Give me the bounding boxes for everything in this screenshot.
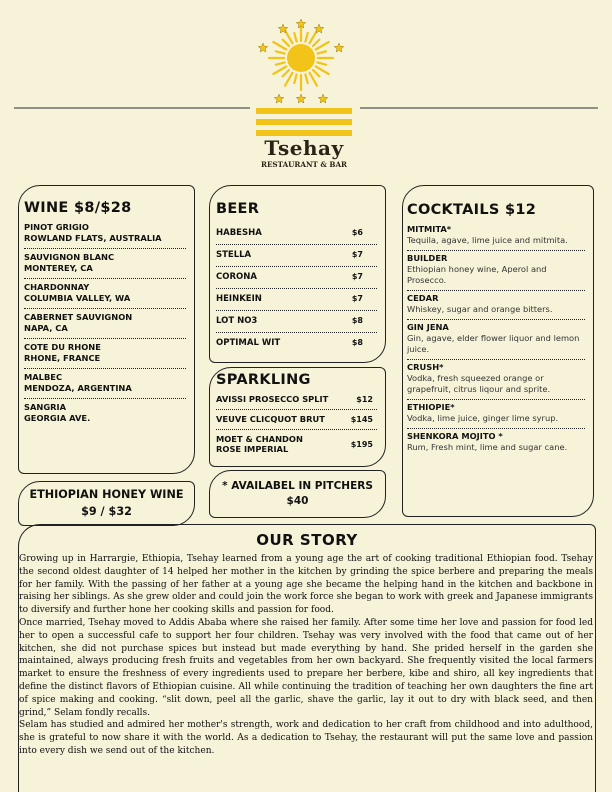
beer-name: LOT NO3 xyxy=(216,316,258,326)
sparkling-name-line: AVISSI PROSECCO SPLIT xyxy=(216,394,329,404)
wine-name: CHARDONNAY xyxy=(24,282,90,292)
pitchers-title: * AVAILABEL IN PITCHERS xyxy=(222,480,373,492)
beer-item xyxy=(216,311,377,333)
sparkling-name xyxy=(216,434,303,454)
honey-wine-section xyxy=(18,481,195,526)
wine-region: MENDOZA, ARGENTINA xyxy=(24,383,132,393)
beer-section xyxy=(209,185,386,363)
brand-tagline: RESTAURANT & BAR xyxy=(260,160,348,169)
beer-name: STELLA xyxy=(216,250,252,260)
beer-name: CORONA xyxy=(216,272,257,282)
story-paragraph: Growing up in Harrargie, Ethiopia, Tsehay learned from a young age the art of cooking traditional Ethiopian food. Tsehay the second oldest daughter of 14 helped her mother in the kitchen by grinding the spice berbere and preparing the meals for her family. With the passing of her father at a young age she became the helping hand in the kitchen and backbone in raising her siblings. As she grew older and could join the work force she began to work with greek and Japanese immigrants to diversify and further hone her cooking skills and passion for food. xyxy=(19,554,593,616)
sparkling-title: SPARKLING xyxy=(216,372,311,388)
wine-region: COLUMBIA VALLEY, WA xyxy=(24,293,131,303)
wine-name: SANGRIA xyxy=(24,402,67,412)
wine-region: RHONE, FRANCE xyxy=(24,353,101,363)
sparkling-name-line: ROSE IMPERIAL xyxy=(216,444,289,454)
beer-price: $7 xyxy=(351,272,363,281)
wine-item xyxy=(24,219,186,249)
sparkling-name-line: VEUVE CLICQUOT BRUT xyxy=(216,414,325,424)
beer-name: HABESHA xyxy=(216,228,262,238)
story-text xyxy=(17,549,593,758)
cocktails-section xyxy=(402,185,594,517)
sparkling-price: $195 xyxy=(350,439,373,449)
cocktail-description: Ethiopian honey wine, Aperol and Prosecco. xyxy=(407,264,547,285)
sparkling-list xyxy=(216,390,377,459)
beer-price: $8 xyxy=(351,316,363,325)
wine-name: COTE DU RHONE xyxy=(24,342,101,352)
cocktail-name: GIN JENA xyxy=(407,322,449,332)
beer-item xyxy=(216,289,377,311)
beer-item xyxy=(216,223,377,245)
wine-name: SAUVIGNON BLANC xyxy=(24,252,115,262)
beer-item xyxy=(216,267,377,289)
wine-name: PINOT GRIGIO xyxy=(24,222,89,232)
wine-item xyxy=(24,339,186,369)
beer-price: $8 xyxy=(351,338,363,347)
beer-title: BEER xyxy=(216,201,260,217)
wine-item xyxy=(24,309,186,339)
cocktail-name: ETHIOPIE* xyxy=(407,402,455,412)
our-story-section xyxy=(18,524,596,792)
wine-region: GEORGIA AVE. xyxy=(24,413,91,423)
cocktail-item xyxy=(407,400,585,429)
cocktail-name: CEDAR xyxy=(407,293,439,303)
sparkling-section xyxy=(209,367,386,467)
cocktail-item xyxy=(407,320,585,360)
cocktail-item xyxy=(407,429,585,457)
sparkling-item xyxy=(216,390,377,410)
wine-name: CABERNET SAUVIGNON xyxy=(24,312,133,322)
beer-price: $6 xyxy=(351,228,363,237)
cocktail-name: CRUSH* xyxy=(407,362,444,372)
sparkling-price: $145 xyxy=(350,414,373,424)
wine-name: MALBEC xyxy=(24,372,63,382)
sparkling-price: $12 xyxy=(356,394,373,404)
cocktail-description: Whiskey, sugar and orange bitters. xyxy=(407,304,553,314)
cocktail-name: MITMITA* xyxy=(407,224,452,234)
wine-region: NAPA, CA xyxy=(24,323,68,333)
cocktail-name: SHENKORA MOJITO * xyxy=(407,431,503,441)
wine-region: MONTEREY, CA xyxy=(24,263,93,273)
cocktails-list xyxy=(407,222,585,457)
brand-name: Tsehay xyxy=(264,136,344,160)
pitchers-section xyxy=(209,470,386,518)
wine-section xyxy=(18,185,195,474)
cocktail-name: BUILDER xyxy=(407,253,448,263)
cocktail-item xyxy=(407,222,585,251)
beer-list xyxy=(216,223,377,354)
pitchers-price: $40 xyxy=(286,495,309,507)
honey-wine-title: ETHIOPIAN HONEY WINE xyxy=(29,488,184,501)
wine-item xyxy=(24,279,186,309)
wine-title: WINE $8/$28 xyxy=(24,200,132,216)
sparkling-name xyxy=(216,414,325,424)
logo xyxy=(0,0,612,175)
cocktails-title: COCKTAILS $12 xyxy=(407,202,537,218)
story-title: OUR STORY xyxy=(256,531,358,549)
wine-item xyxy=(24,399,186,428)
sparkling-name xyxy=(216,394,328,404)
wine-item xyxy=(24,249,186,279)
sparkling-item xyxy=(216,430,377,459)
cocktail-description: Vodka, fresh squeezed orange or grapefruit, citrus liqour and sprite. xyxy=(407,373,551,394)
cocktail-description: Rum, Fresh mint, lime and sugar cane. xyxy=(407,442,568,452)
wine-list xyxy=(24,219,186,428)
cocktail-item xyxy=(407,360,585,400)
wine-region: ROWLAND FLATS, AUSTRALIA xyxy=(24,233,162,243)
cocktail-item xyxy=(407,251,585,291)
beer-price: $7 xyxy=(351,294,363,303)
beer-price: $7 xyxy=(351,250,363,259)
cocktail-description: Tequila, agave, lime juice and mitmita. xyxy=(407,235,568,245)
honey-wine-price: $9 / $32 xyxy=(81,505,132,518)
cocktail-description: Gin, agave, elder flower liquor and lemon juice. xyxy=(407,333,580,354)
wine-item xyxy=(24,369,186,399)
beer-item xyxy=(216,333,377,354)
sparkling-name-line: MOET & CHANDON xyxy=(216,434,303,444)
sparkling-item xyxy=(216,410,377,430)
cocktail-item xyxy=(407,291,585,320)
beer-name: OPTIMAL WIT xyxy=(216,338,281,348)
story-paragraph: Once married, Tsehay moved to Addis Ababa where she raised her family. After some time her love and passion for food led her to open a successful cafe to support her four children. Tsehay was very involved with the food that came out of her kitchen, she did not purchase spices but instead but made everything by hand. She prided herself in the garden she maintained, always producing fresh fruits and vegetables from her own backyard. She frequently visited the local farmers market to ensure the freshness of every ingredients used to prepare her berbere, kibe and shiro, all key ingredients that define the distinct flavors of Ethiopian cuisine. All while continuing the tradition of teaching her own daughters the fine art of spice making and cooking. “slit down, peel all the garlic, shave the garlic, lay it out to dry with black seed, and then grind,” Selam fondly recalls. xyxy=(19,617,593,718)
cocktail-description: Vodka, lime juice, ginger lime syrup. xyxy=(407,413,559,423)
story-paragraph: Selam has studied and admired her mother's strength, work and dedication to her craft from childhood and into adulthood, she is grateful to now share it with the world. As a dedication to Tsehay, the restaurant will put the same love and passion into every dish we send out of the kitchen. xyxy=(19,720,593,756)
beer-item xyxy=(216,245,377,267)
beer-name: HEINKEIN xyxy=(216,294,262,304)
